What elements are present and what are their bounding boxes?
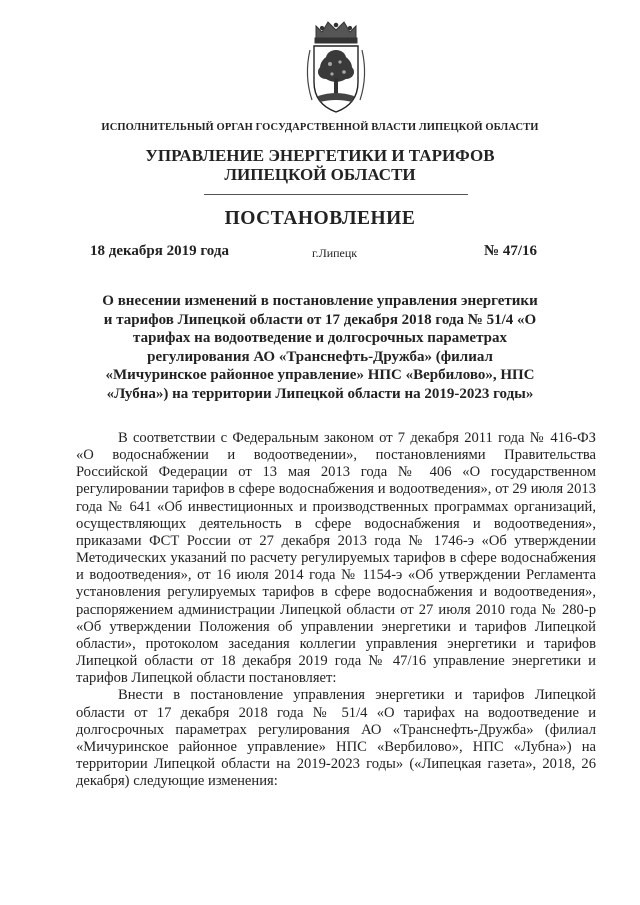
coat-of-arms-icon — [300, 16, 372, 116]
department-name — [0, 146, 640, 184]
header-divider — [204, 194, 468, 195]
body-paragraph-1: В соответствии с Федеральным законом от 7 декабря 2011 года № 416-ФЗ «О водоснабжении и водоотведении», постановлениями Правительства Российской Федерации от 13 мая 2013 года № 406 «О государственном регулировании тарифов в сфере водоснабжения и водоотведения», от 29 июля 2013 года № 641 «Об инвестиционных и производственных программах организаций, осуществляющих деятельность в сфере водоснабжения и водоотведения», приказами ФСТ России от 27 декабря 2013 года № 1746-э «Об утверждении Методических указаний по расчету регулируемых тарифов в сфере водоснабжения и водоотведения», от 16 июля 2014 года № 1154-э «Об утверждении Регламента установления регулируемых тарифов в сфере водоснабжения и водоотведения», распоряжением администрации Липецкой области от 27 июля 2010 года № 280-р «Об утверждении Положения об управлении энергетики и тарифов Липецкой области», протоколом заседания коллегии управления энергетики и тарифов Липецкой области от 18 декабря 2019 года № 47/16 управление энергетики и тарифов Липецкой области постановляет: — [76, 430, 596, 687]
document-body — [76, 430, 596, 790]
department-name-line-2: ЛИПЕЦКОЙ ОБЛАСТИ — [224, 165, 416, 184]
document-date: 18 декабря 2019 года — [90, 243, 229, 259]
document-subject: О внесении изменений в постановление управления энергетики и тарифов Липецкой области от 17 декабря 2018 года № 51/4 «О тарифах на водоотведение и долгосрочных параметрах регулирования АО «Транснефть-Дружба» (филиал «Мичуринское районное управление» НПС «Вербилово», НПС «Лубна») на территории Липецкой области на 2019-2023 годы» — [102, 293, 538, 402]
document-city: г.Липецк — [312, 246, 358, 260]
issuing-authority: ИСПОЛНИТЕЛЬНЫЙ ОРГАН ГОСУДАРСТВЕННОЙ ВЛАСТИ ЛИПЕЦКОЙ ОБЛАСТИ — [101, 122, 539, 133]
body-paragraph-2: Внести в постановление управления энергетики и тарифов Липецкой области от 17 декабря 2018 года № 51/4 «О тарифах на водоотведение и долгосрочных параметрах регулирования АО «Транснефть-Дружба» (филиал «Мичуринское районное управление» НПС «Вербилово», НПС «Лубна») на территории Липецкой области на 2019-2023 годы» («Липецкая газета», 2018, 26 декабря) следующие изменения: — [76, 687, 596, 790]
document-type: ПОСТАНОВЛЕНИЕ — [224, 208, 416, 229]
department-name-line-1: УПРАВЛЕНИЕ ЭНЕРГЕТИКИ И ТАРИФОВ — [145, 146, 495, 165]
document-number: № 47/16 — [484, 243, 537, 259]
